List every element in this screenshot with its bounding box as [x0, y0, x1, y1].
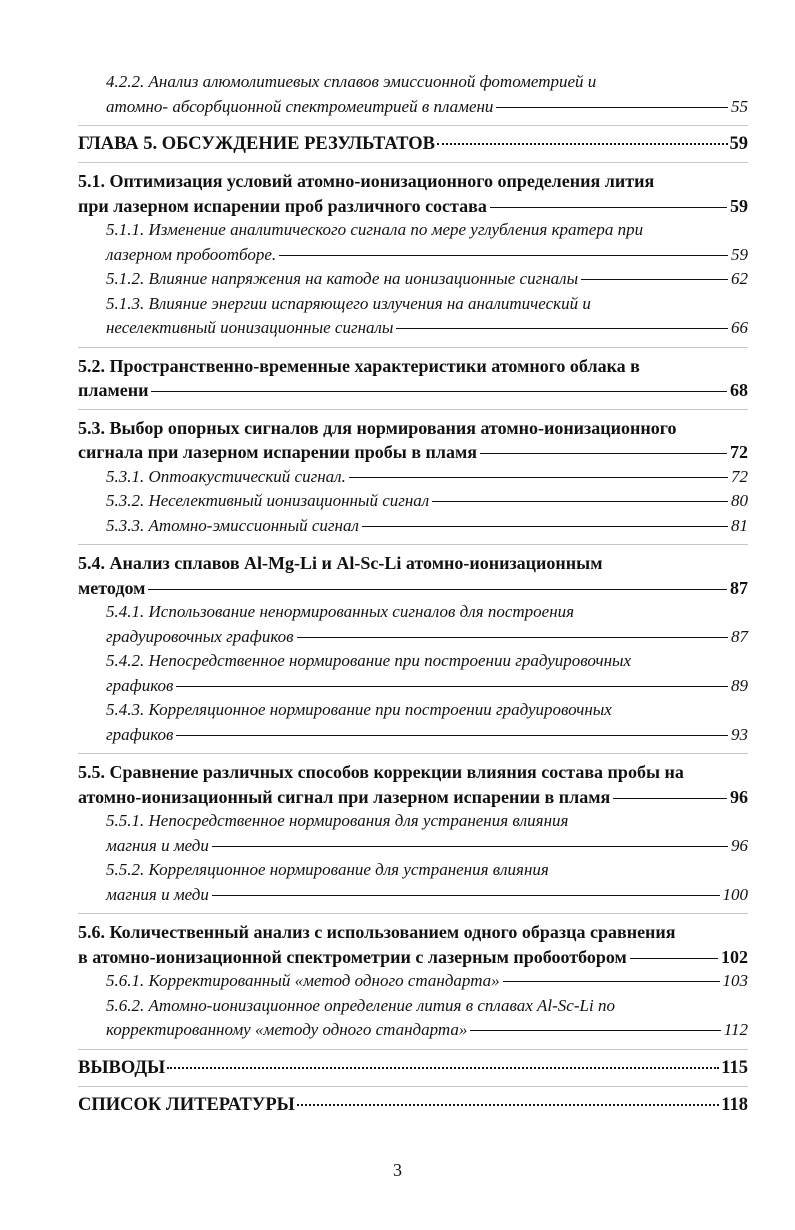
toc-page-number: 59: [731, 244, 748, 264]
leader: [613, 798, 727, 799]
leader: [349, 477, 728, 478]
toc-entry: [106, 218, 748, 267]
leader: [581, 279, 728, 280]
section-divider: [78, 1049, 748, 1050]
toc-entry: [106, 809, 748, 858]
leader: [432, 501, 728, 502]
toc-entry-title: ГЛАВА 5. ОБСУЖДЕНИЕ РЕЗУЛЬТАТОВ: [78, 134, 435, 154]
leader: [396, 328, 728, 329]
leader: [496, 107, 728, 108]
toc-page-number: 118: [721, 1094, 748, 1115]
toc-entry: [78, 169, 748, 218]
toc-entry: [106, 600, 748, 649]
page-number: 3: [393, 1160, 402, 1180]
toc-entry-title-line: 5.4.1. Использование ненормированных сигналов для построения: [106, 602, 575, 621]
toc-entry: [78, 551, 748, 600]
toc-entry-title: атомно-ионизационный сигнал при лазерном испарении в пламя: [78, 786, 611, 807]
toc-page-number: 112: [723, 1020, 748, 1039]
section-divider: [78, 544, 748, 545]
toc-entry-title-line: 5.6. Количественный анализ с использованием одного образца сравнения: [78, 922, 676, 942]
section-divider: [78, 409, 748, 410]
toc-entry-title: корректированному «методу одного стандарта»: [106, 1020, 468, 1039]
toc-entry-title: ВЫВОДЫ: [78, 1057, 166, 1078]
toc-entry: [78, 920, 748, 969]
toc-page-number: 96: [731, 835, 748, 855]
toc-entry: [106, 465, 748, 490]
toc-entry-title-line: 5.1. Оптимизация условий атомно-ионизационного определения лития: [78, 171, 655, 191]
toc-page-number: 96: [730, 786, 748, 807]
toc-entry: [106, 698, 748, 747]
toc-entry-title: в атомно-ионизационной спектрометрии с лазерным пробоотбором: [78, 946, 627, 967]
leader: [167, 1067, 719, 1069]
toc-entry: [106, 994, 748, 1043]
table-of-contents: [78, 70, 748, 1117]
toc-entry-title: графиков: [106, 724, 174, 744]
toc-entry-title: 5.3.2. Неселективный ионизационный сигнал: [106, 491, 430, 510]
toc-entry-title: магния и меди: [106, 835, 209, 855]
leader: [297, 1104, 719, 1106]
leader: [503, 981, 720, 982]
section-divider: [78, 347, 748, 348]
toc-entry-title: методом: [78, 577, 146, 598]
toc-entry-title-line: 5.6.2. Атомно-ионизационное определение лития в сплавах Al-Sc-Li по: [106, 995, 615, 1015]
toc-page-number: 72: [731, 466, 748, 486]
section-divider: [78, 162, 748, 163]
toc-page-number: 87: [731, 626, 748, 646]
toc-entry-title-line: 5.2. Пространственно-временные характеристики атомного облака в: [78, 355, 640, 376]
toc-entry: [106, 649, 748, 698]
toc-entry-title: атомно- абсорбционной спектромеитрией в пламени: [106, 96, 494, 116]
toc-entry: [106, 489, 748, 514]
section-divider: [78, 1086, 748, 1087]
toc-entry-title: 5.1.2. Влияние напряжения на катоде на ионизационные сигналы: [106, 269, 579, 288]
toc-entry: [78, 1056, 748, 1080]
toc-page-number: 103: [722, 971, 748, 990]
toc-entry-title: лазерном пробоотборе.: [106, 244, 277, 264]
toc-entry: [106, 70, 748, 119]
toc-page-number: 72: [730, 442, 748, 462]
toc-page-number: 66: [731, 318, 748, 337]
toc-entry-title: графиков: [106, 675, 174, 695]
toc-entry: [106, 969, 748, 994]
toc-entry-title: СПИСОК ЛИТЕРАТУРЫ: [78, 1094, 295, 1115]
toc-page-number: 102: [721, 946, 748, 967]
leader: [212, 895, 720, 896]
toc-entry-title: неселективный ионизационные сигналы: [106, 318, 394, 337]
section-divider: [78, 753, 748, 754]
toc-entry-title: 5.3.3. Атомно-эмиссионный сигнал: [106, 515, 359, 535]
toc-page-number: 89: [731, 675, 748, 695]
leader: [297, 637, 728, 638]
toc-entry-title-line: 5.1.3. Влияние энергии испаряющего излучения на аналитический и: [106, 293, 591, 313]
toc-entry: [78, 760, 748, 809]
toc-page-number: 62: [731, 269, 748, 288]
section-divider: [78, 125, 748, 126]
toc-entry-title-line: 5.5. Сравнение различных способов коррекции влияния состава пробы на: [78, 762, 684, 782]
toc-page-number: 115: [721, 1057, 748, 1078]
toc-entry-title-line: 4.2.2. Анализ алюмолитиевых сплавов эмиссионной фотометрией и: [106, 72, 597, 91]
toc-page-number: 81: [731, 515, 748, 535]
toc-entry: [78, 354, 748, 403]
leader: [362, 526, 728, 527]
leader: [480, 453, 727, 454]
leader: [437, 143, 728, 145]
toc-entry-title: сигнала при лазерном испарении пробы в пламя: [78, 442, 478, 462]
toc-entry: [106, 292, 748, 341]
leader: [490, 207, 727, 208]
leader: [176, 735, 728, 736]
toc-page-number: 59: [729, 134, 748, 154]
toc-entry-title-line: 5.3. Выбор опорных сигналов для нормирования атомно-ионизационного: [78, 417, 677, 438]
leader: [176, 686, 728, 687]
toc-entry-title-line: 5.4.3. Корреляционное нормирование при построении градуировочных: [106, 700, 612, 719]
toc-entry: [106, 514, 748, 539]
toc-entry-title: 5.3.1. Оптоакустический сигнал.: [106, 466, 346, 486]
toc-page-number: 87: [730, 577, 748, 598]
toc-page-number: 100: [722, 884, 748, 904]
leader: [279, 255, 728, 256]
leader: [470, 1030, 720, 1031]
toc-entry: [78, 132, 748, 156]
toc-page-number: 55: [731, 96, 748, 116]
toc-entry: [78, 1093, 748, 1117]
toc-entry-title: магния и меди: [106, 884, 209, 904]
toc-entry-title-line: 5.4. Анализ сплавов Al-Mg-Li и Al-Sc-Li атомно-ионизационным: [78, 553, 603, 573]
toc-entry-title-line: 5.4.2. Непосредственное нормирование при построении градуировочных: [106, 651, 632, 670]
toc-page-number: 59: [730, 195, 748, 216]
toc-page-number: 93: [731, 724, 748, 744]
toc-entry-title: 5.6.1. Корректированный «метод одного стандарта»: [106, 971, 500, 990]
leader: [151, 391, 727, 392]
toc-entry-title-line: 5.1.1. Изменение аналитического сигнала по мере углубления кратера при: [106, 220, 644, 239]
toc-entry: [78, 416, 748, 465]
toc-entry-title: градуировочных графиков: [106, 626, 294, 646]
toc-entry: [106, 267, 748, 292]
leader: [212, 846, 728, 847]
toc-entry-title: пламени: [78, 380, 149, 400]
toc-page-number: 80: [731, 491, 748, 510]
leader: [148, 589, 727, 590]
toc-entry-title: при лазерном испарении проб различного состава: [78, 195, 487, 216]
section-divider: [78, 913, 748, 914]
leader: [630, 958, 718, 959]
toc-entry-title-line: 5.5.1. Непосредственное нормирования для устранения влияния: [106, 811, 569, 830]
toc-entry: [106, 858, 748, 907]
toc-entry-title-line: 5.5.2. Корреляционное нормирование для устранения влияния: [106, 860, 549, 879]
toc-page-number: 68: [730, 380, 748, 400]
